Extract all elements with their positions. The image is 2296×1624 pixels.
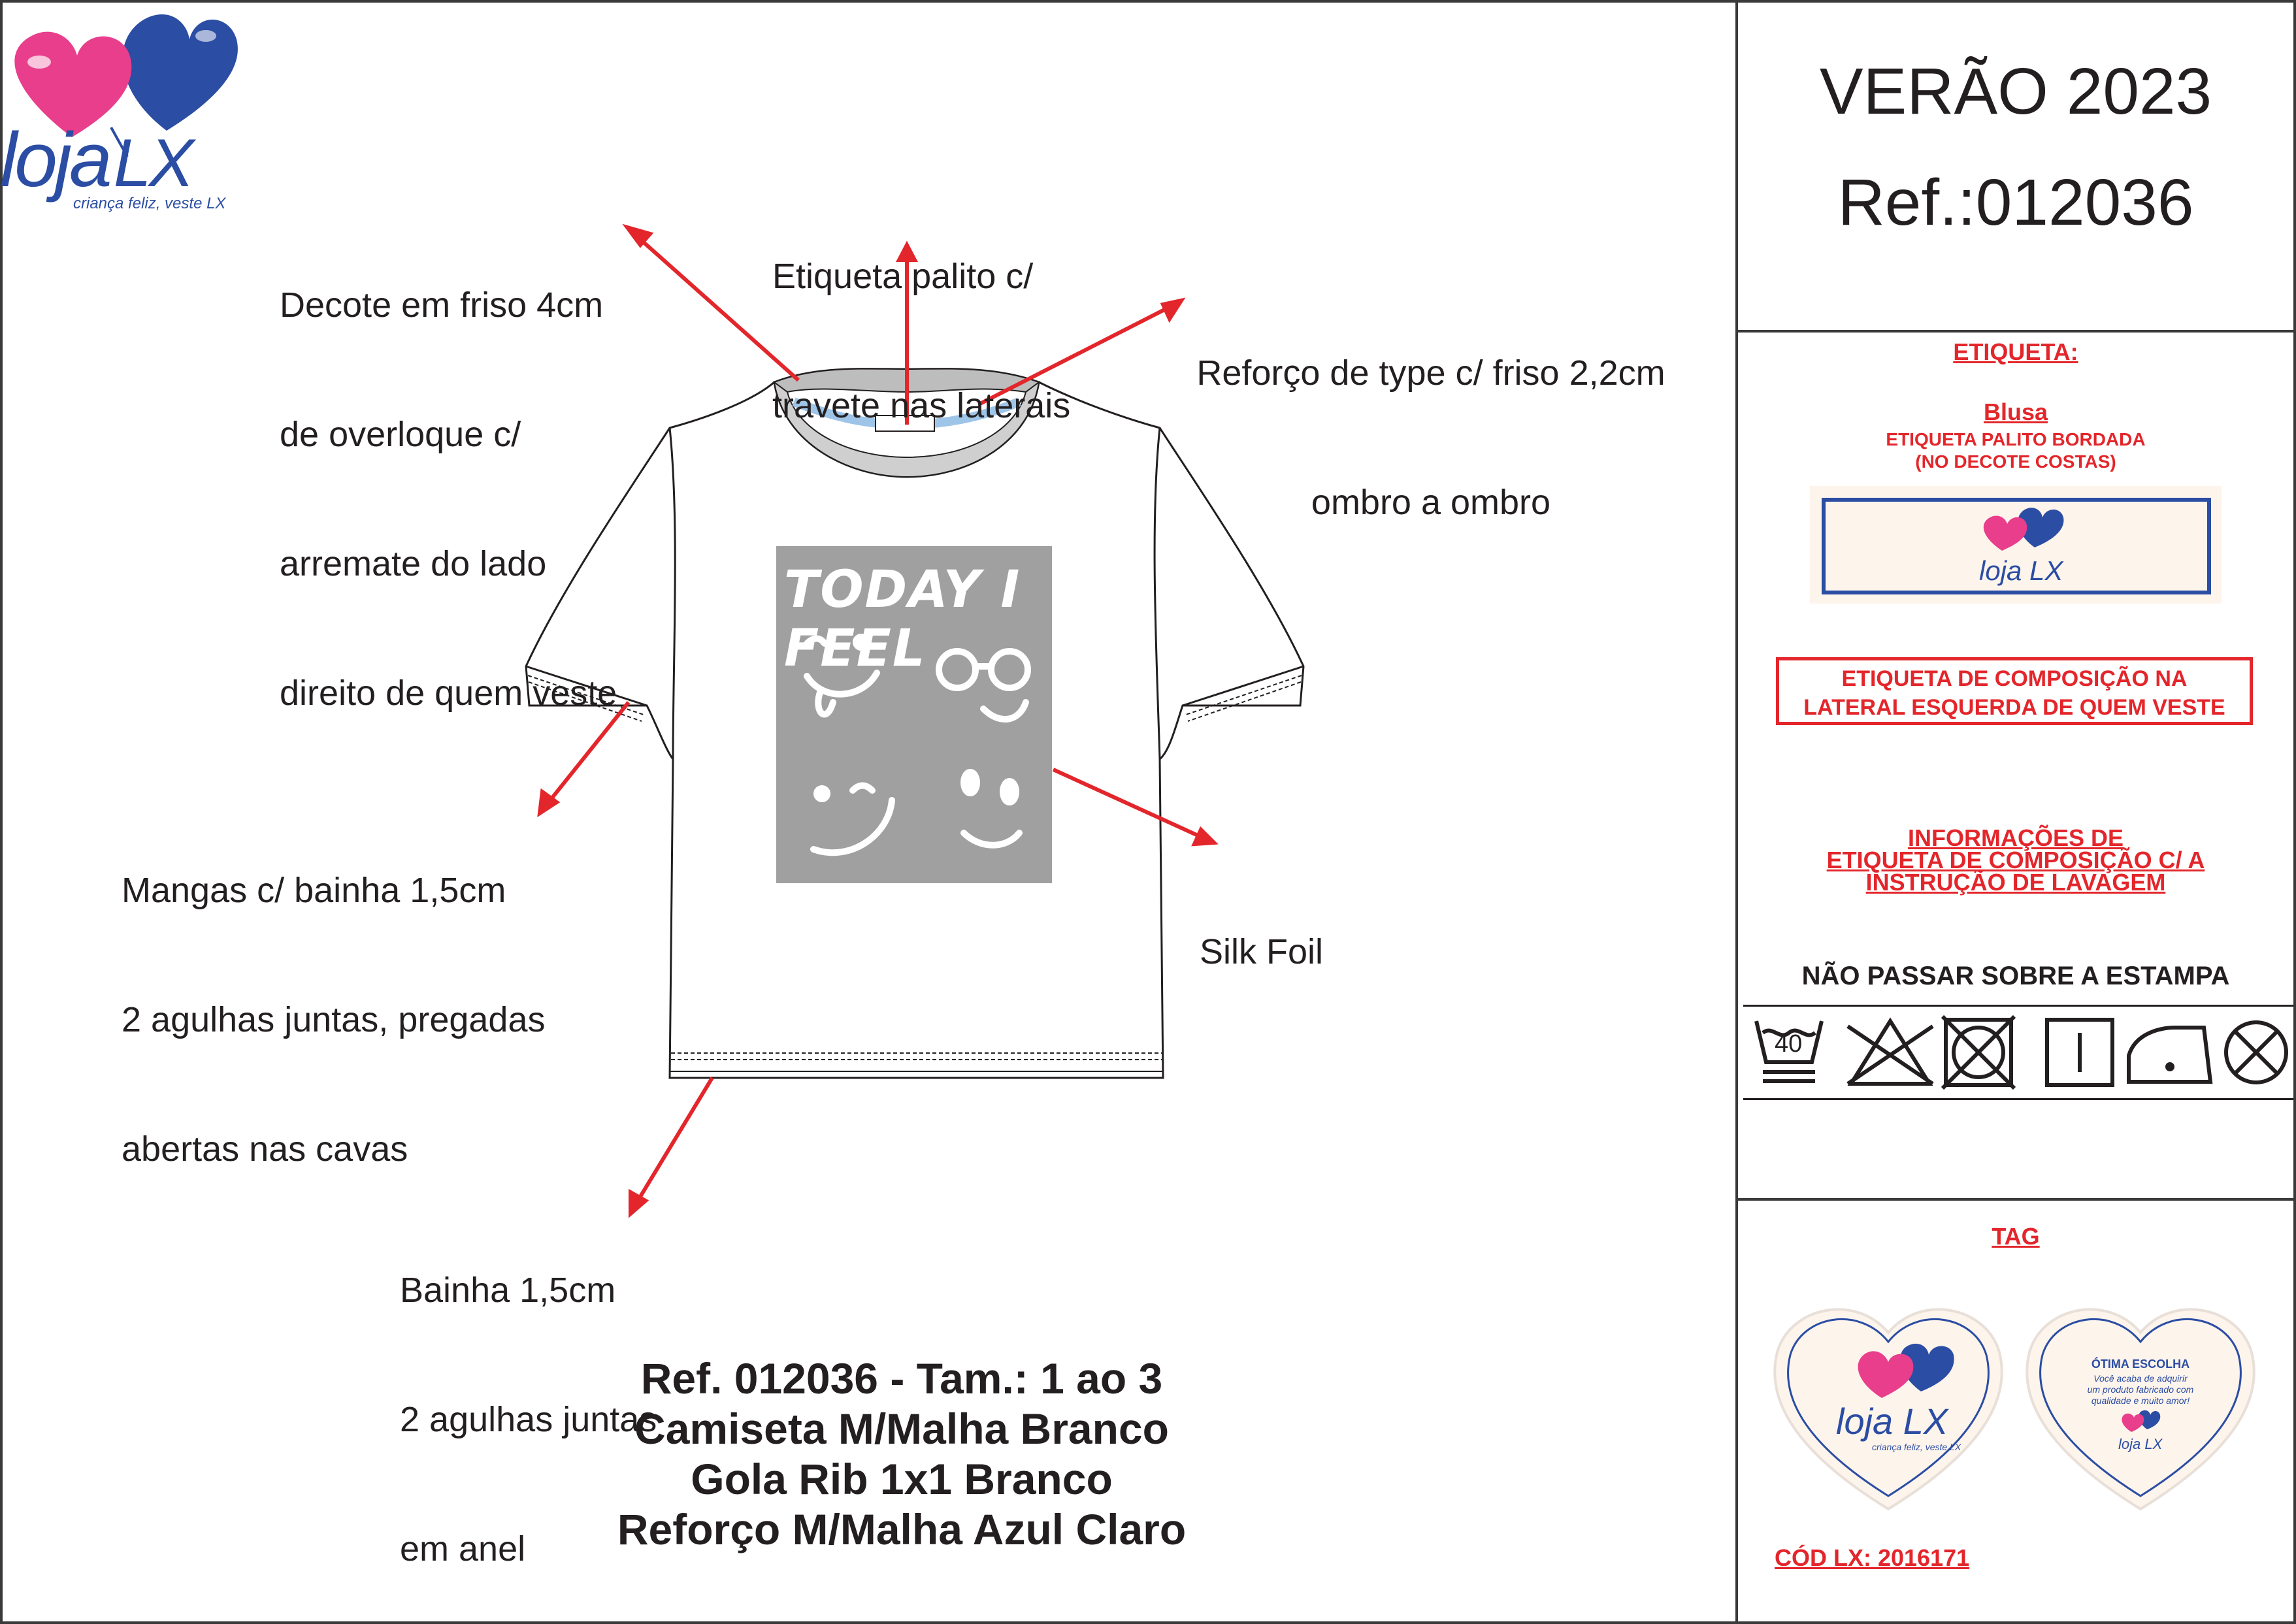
callout-label-tape: Etiqueta palito c/ travete nas laterais (772, 257, 1071, 425)
tag-heading: TAG (1992, 1223, 2040, 1250)
product-description (510, 1354, 1294, 1555)
description-line: Gola Rib 1x1 Branco (691, 1455, 1113, 1503)
tag-back-title: ÓTIMA ESCOLHA (2091, 1357, 2190, 1371)
tag-back-text: Você acaba de adquirir um produto fabricado com qualidade e muito amor! (2087, 1373, 2194, 1406)
etiqueta-description: ETIQUETA PALITO BORDADA (NO DECOTE COSTAS) (1886, 429, 2146, 472)
logo-text-right: LX (113, 125, 191, 201)
print-text: TODAY I FEEL (784, 560, 1021, 678)
description-line: Camiseta M/Malha Branco (634, 1405, 1169, 1453)
line-dry-icon (2047, 1020, 2112, 1085)
svg-text:loja LX: loja LX (2118, 1436, 2163, 1452)
logo-slogan: criança feliz, veste LX (73, 195, 226, 212)
tag-code: CÓD LX: 2016171 (1775, 1544, 1970, 1571)
no-tumble-dry-icon (1943, 1016, 2014, 1088)
callout-shoulder-tape: Reforço de type c/ friso 2,2cm ombro a ombro (1196, 353, 1665, 522)
callout-neckline: Decote em friso 4cm de overloque c/ arremate do lado direito de quem veste (280, 285, 617, 713)
svg-text:loja LX: loja LX (1979, 555, 2063, 586)
iron-low-icon (2129, 1028, 2210, 1082)
description-line: Reforço M/Malha Azul Claro (617, 1505, 1187, 1553)
no-dry-clean-icon (2226, 1022, 2286, 1082)
tag-front (1764, 1280, 2012, 1516)
callout-hem: Bainha 1,5cm 2 agulhas juntas em anel (400, 1271, 657, 1568)
tag-slogan: criança feliz, veste LX (1872, 1442, 1961, 1452)
etiqueta-heading: ETIQUETA: (1953, 338, 2078, 365)
callout-silk: Silk Foil (1200, 932, 1324, 971)
description-line: Ref. 012036 - Tam.: 1 ao 3 (640, 1354, 1163, 1403)
svg-text:loja LX: loja LX (1836, 1401, 1948, 1442)
label-logo-icon (1826, 502, 2207, 591)
woven-label (1810, 486, 2222, 604)
etiqueta-item: Blusa (1983, 398, 2048, 425)
logo-text-left: loja (0, 117, 110, 203)
season-title: VERÃO 2023 (1819, 55, 2212, 128)
tag-back (2016, 1280, 2265, 1516)
callout-sleeves: Mangas c/ bainha 1,5cm 2 agulhas juntas, pregadas abertas nas cavas (122, 871, 546, 1169)
composition-label-box: ETIQUETA DE COMPOSIÇÃO NA LATERAL ESQUERDA DE QUEM VESTE (1776, 657, 2253, 725)
reference-title: Ref.:012036 (1837, 166, 2194, 239)
wash-temperature: 40 (1775, 1030, 1803, 1058)
no-bleach-icon (1848, 1021, 1933, 1084)
composition-info: INFORMAÇÕES DE ETIQUETA DE COMPOSIÇÃO C/ A INSTRUÇÃO DE LAVAGEM (1826, 824, 2205, 896)
care-symbols-strip (1743, 1005, 2293, 1100)
iron-warning: NÃO PASSAR SOBRE A ESTAMPA (1801, 962, 2230, 990)
